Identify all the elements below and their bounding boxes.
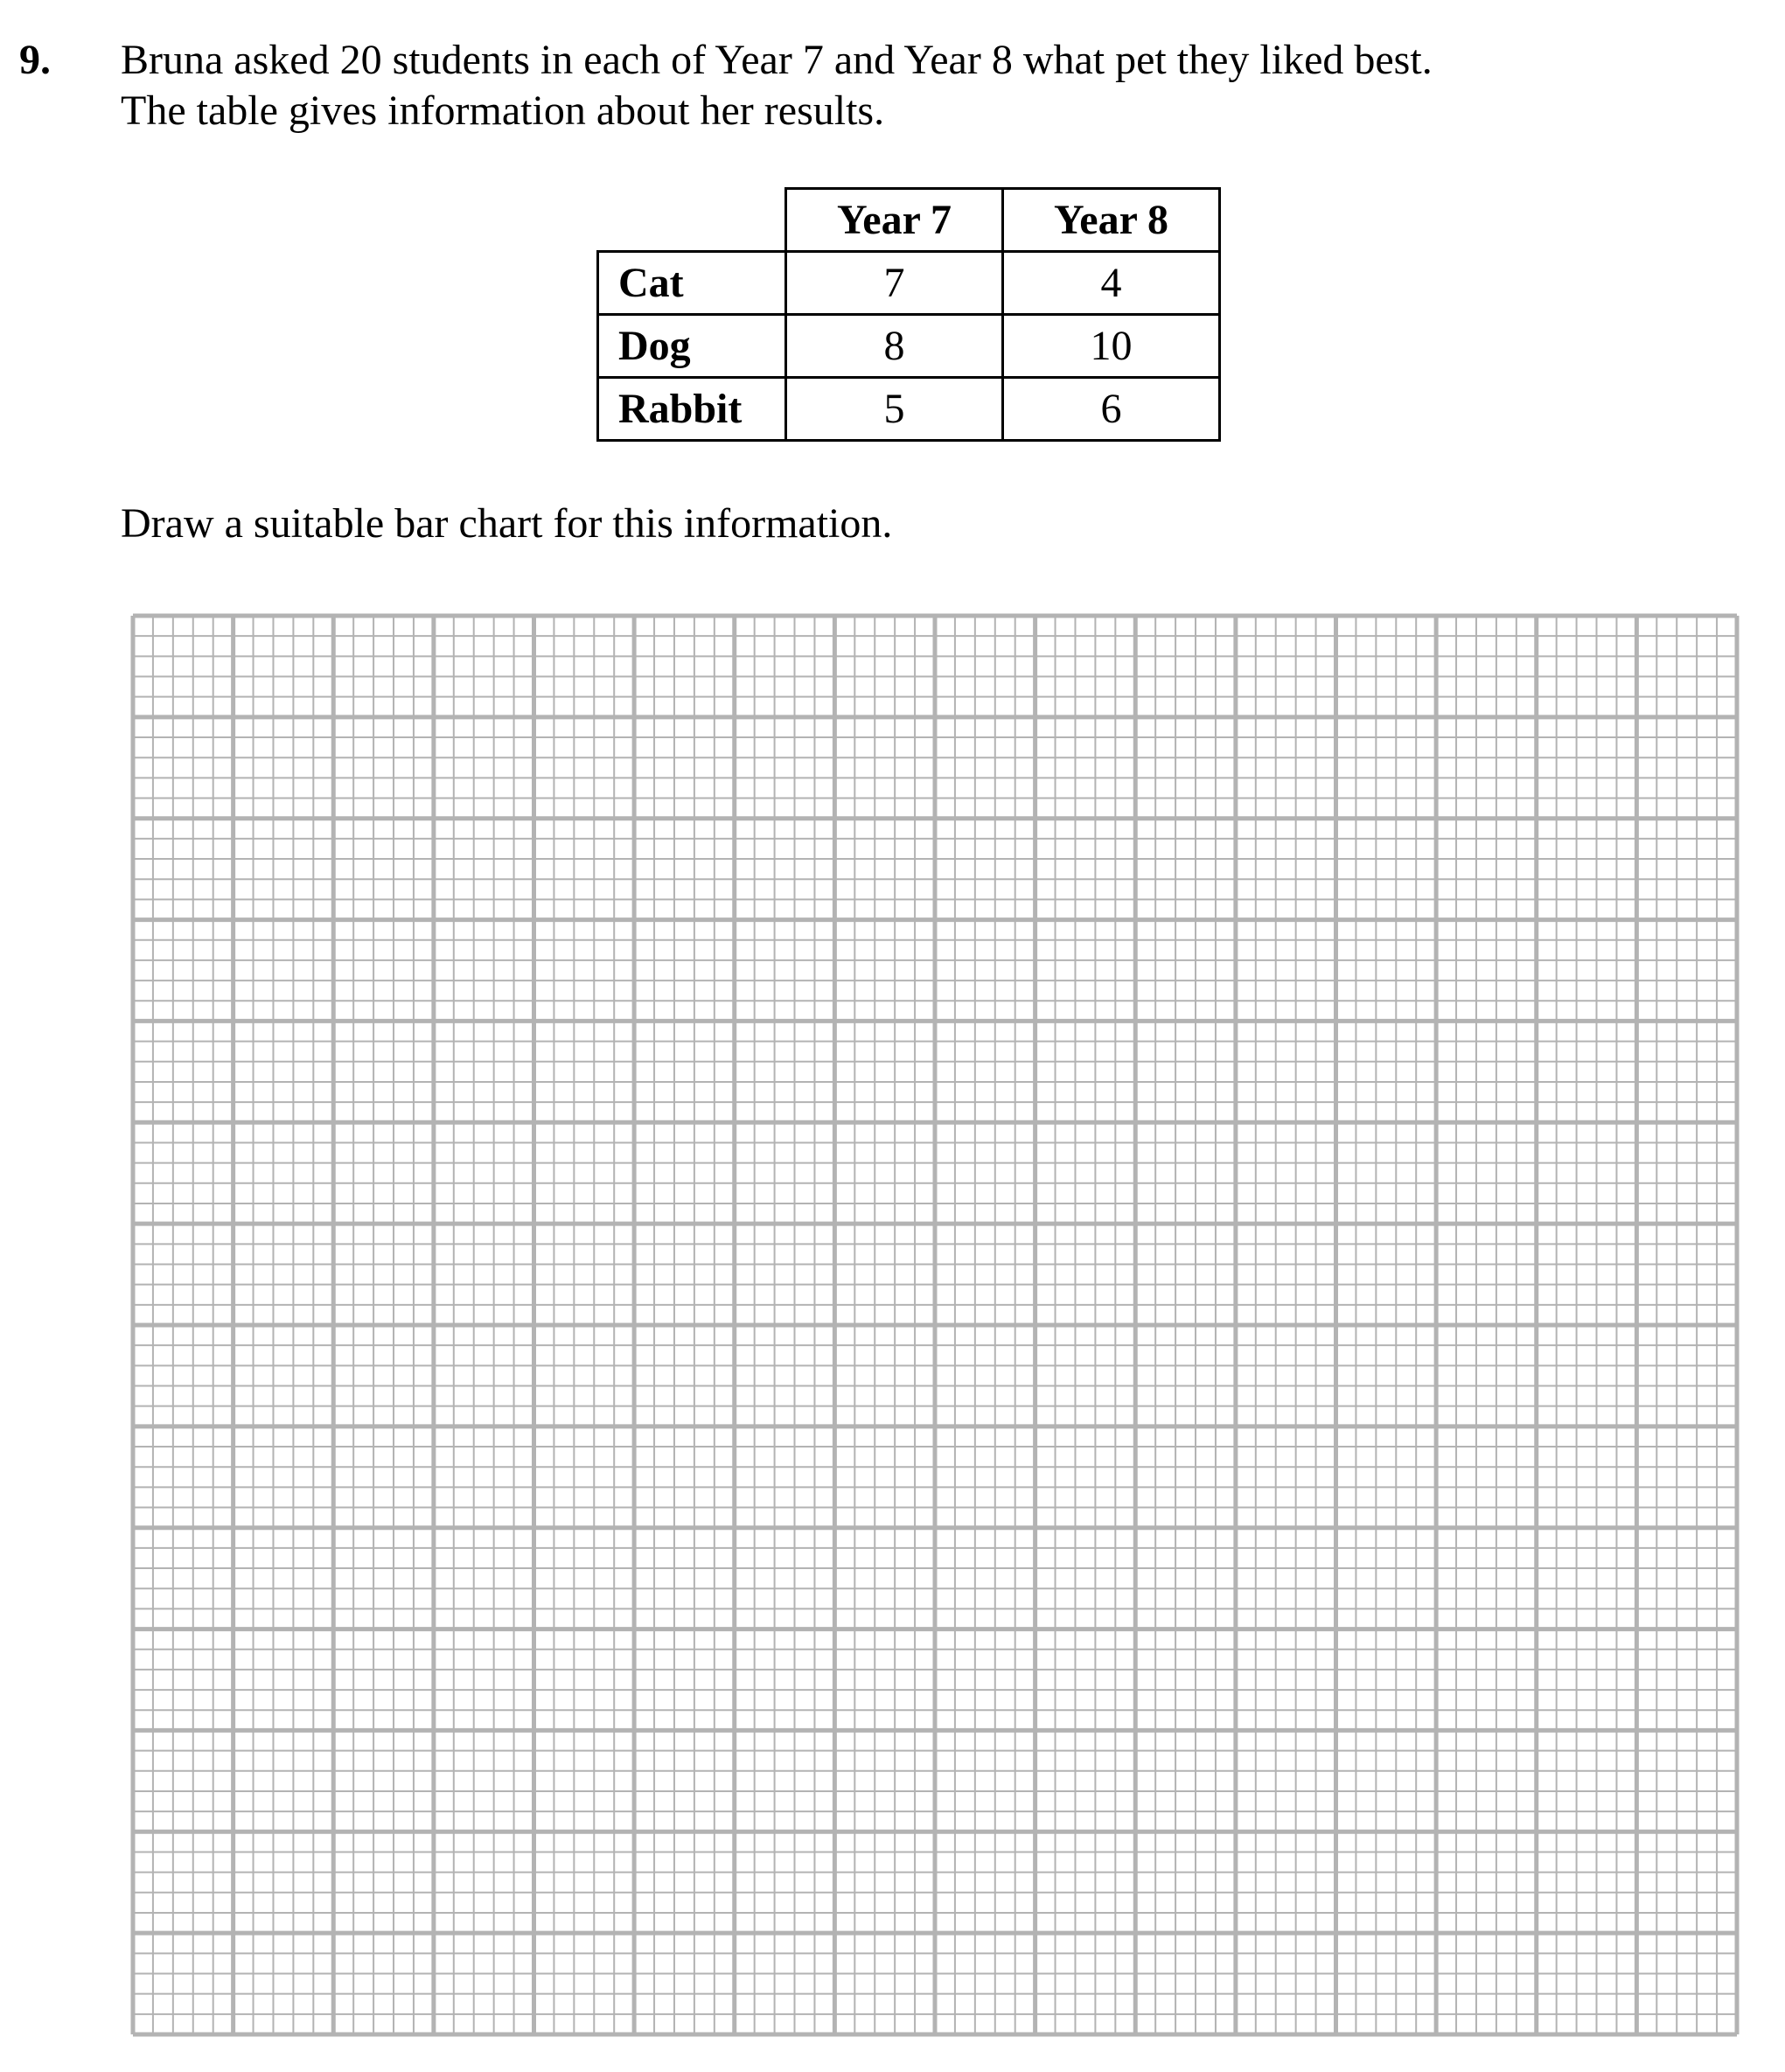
results-table <box>596 187 1221 442</box>
cell-dog-year-8: 10 <box>1003 315 1220 378</box>
cell-cat-year-8: 4 <box>1003 252 1220 315</box>
row-label-rabbit: Rabbit <box>598 378 786 441</box>
table-corner-cell <box>598 189 786 252</box>
table-header-year-7: Year 7 <box>786 189 1003 252</box>
cell-cat-year-7: 7 <box>786 252 1003 315</box>
question-number: 9. <box>19 37 51 83</box>
question-line-2: The table gives information about her results. <box>121 87 885 134</box>
table-header-row <box>598 189 1220 252</box>
row-label-cat: Cat <box>598 252 786 315</box>
table-row <box>598 315 1220 378</box>
instruction-text: Draw a suitable bar chart for this information. <box>121 500 893 547</box>
cell-dog-year-7: 8 <box>786 315 1003 378</box>
table-row <box>598 252 1220 315</box>
table-row <box>598 378 1220 441</box>
question-line-1: Bruna asked 20 students in each of Year 7 and Year 8 what pet they liked best. <box>121 37 1433 83</box>
cell-rabbit-year-7: 5 <box>786 378 1003 441</box>
row-label-dog: Dog <box>598 315 786 378</box>
table-header-year-8: Year 8 <box>1003 189 1220 252</box>
cell-rabbit-year-8: 6 <box>1003 378 1220 441</box>
graph-paper[interactable] <box>129 612 1740 2038</box>
question-text <box>121 35 1433 136</box>
